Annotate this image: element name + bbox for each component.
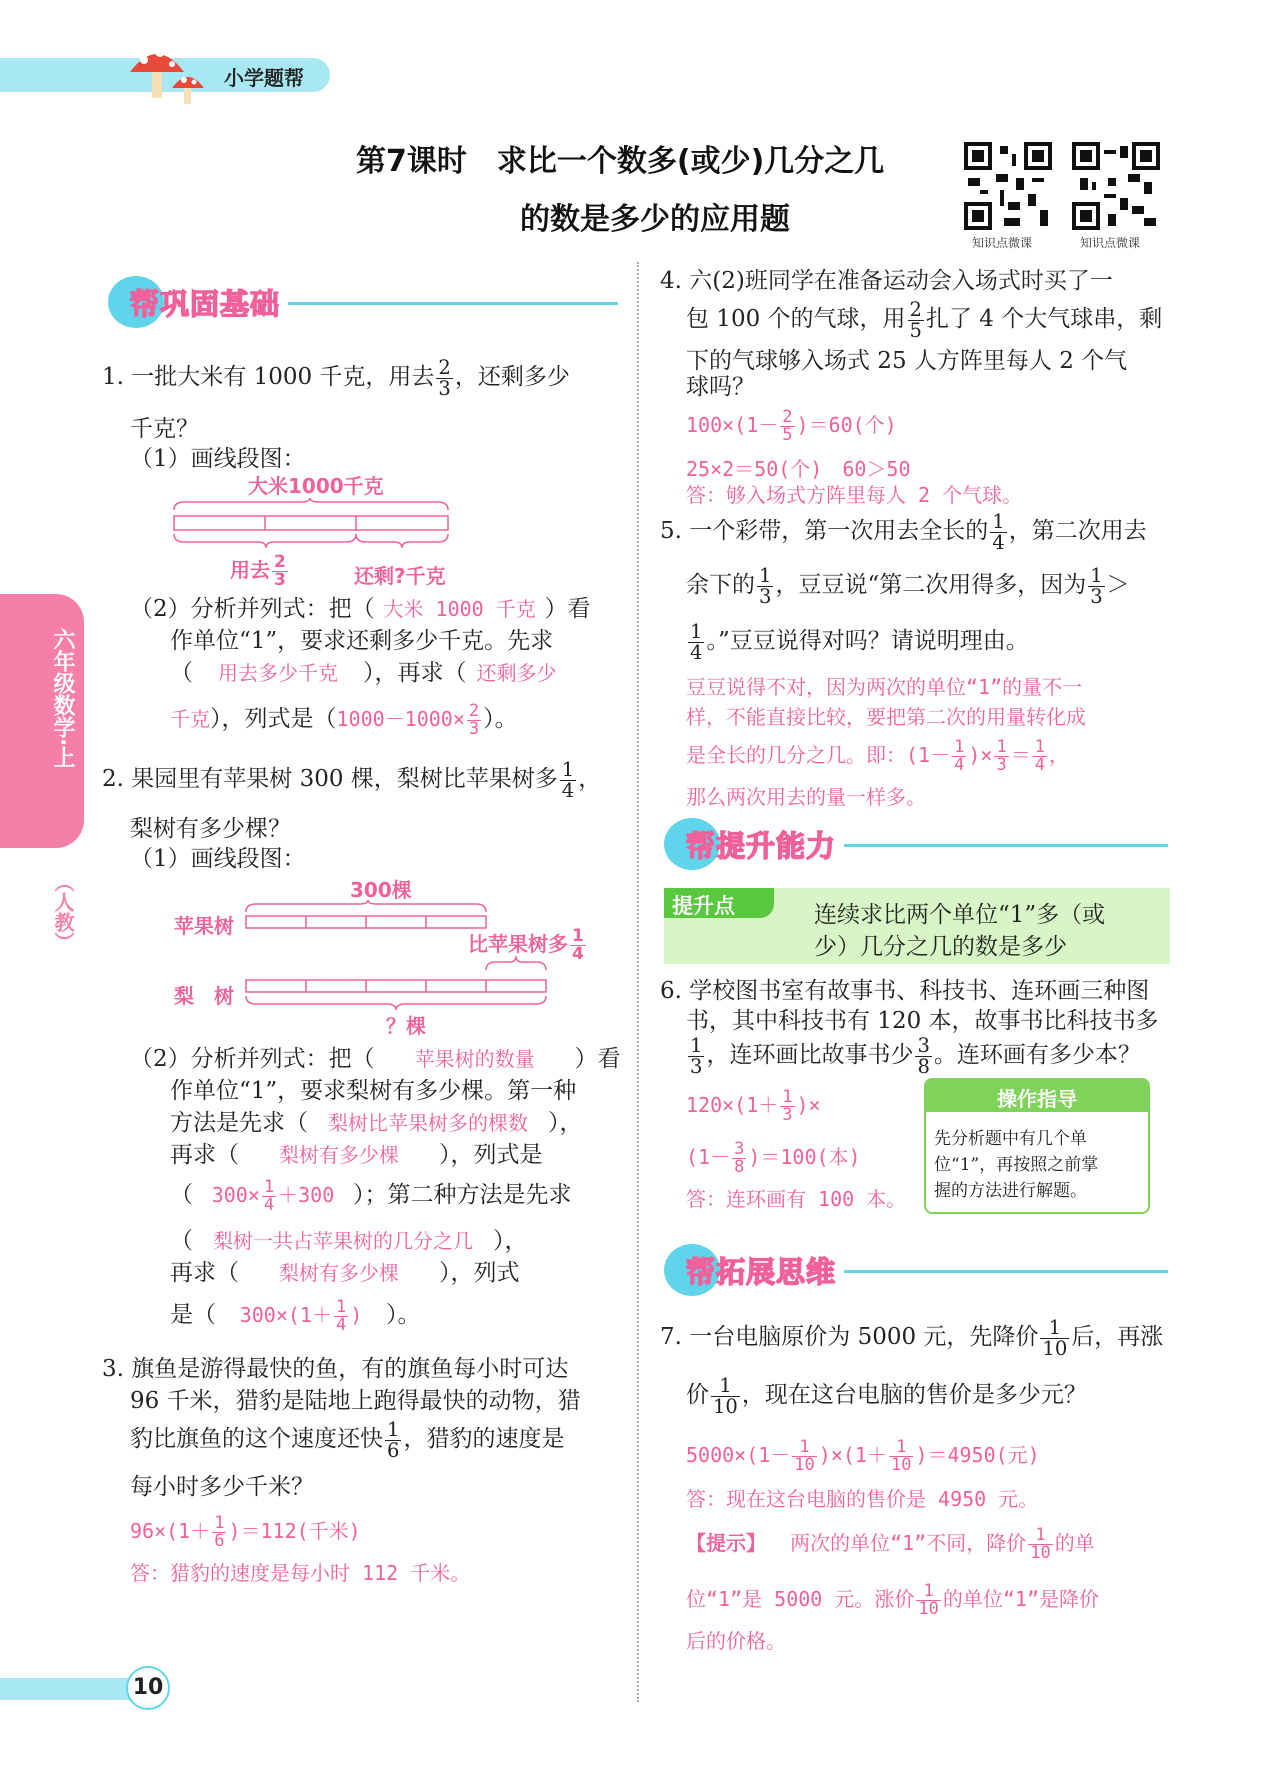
q2-sub2-line6: （ 梨树一共占苹果树的几分之几 ）， bbox=[170, 1222, 528, 1260]
fraction: $\frac{3}{8}$ bbox=[917, 1034, 930, 1078]
column-divider bbox=[637, 262, 639, 1702]
side-tab-edition: （人教） bbox=[51, 872, 75, 952]
q2-diagram-more-label: 比苹果树多 $\frac{1}{4}$ bbox=[468, 926, 584, 964]
qr-label-1: 知识点微课 bbox=[972, 236, 1033, 250]
lesson-title-line2: 的数是多少的应用题 bbox=[520, 202, 790, 237]
q7-tip-line2: 位“1”是 5000 元。涨价 $\frac{1}{10}$ 的单位“1”是降价 bbox=[686, 1581, 1099, 1619]
qr-label-2: 知识点微课 bbox=[1080, 236, 1141, 250]
q5-line1: 5. 一个彩带，第一次用去全长的 $\frac{1}{4}$ ，第二次用去 bbox=[660, 510, 1147, 554]
brand-text: 小学题帮 bbox=[224, 66, 304, 90]
qr-code-1[interactable] bbox=[964, 142, 1052, 230]
q4-answer-compare: 25×2＝50(个) 60＞50 bbox=[686, 457, 911, 481]
q1-sub1: （1）画线段图： bbox=[130, 446, 306, 472]
q1-sub2-line4: 千克），列式是（1000－1000× $\frac{2}{3}$ ）。 bbox=[170, 701, 518, 739]
answer-blank[interactable]: 苹果树的数量 bbox=[414, 1047, 535, 1071]
q1-sub2-line1: （2）分析并列式：把（ 大米 1000 千克 ）看 bbox=[130, 590, 591, 628]
q5-line3: $\frac{1}{4}$ 。”豆豆说得对吗？请说明理由。 bbox=[690, 620, 1029, 664]
q4-answer-expr: 100×(1－ $\frac{2}{5}$ )＝60(个) bbox=[686, 407, 897, 445]
point-tag-text: 提升点 bbox=[672, 894, 735, 918]
q3-line1: 3. 旗鱼是游得最快的鱼，有的旗鱼每小时可达 bbox=[102, 1356, 569, 1382]
fraction: $\frac{1}{10}$ bbox=[1042, 1316, 1068, 1360]
fraction: $\frac{1}{6}$ bbox=[387, 1418, 400, 1462]
q6-answer-line1: 120×(1＋ $\frac{1}{3}$ )× bbox=[686, 1087, 821, 1125]
fraction: $\frac{1}{3}$ bbox=[690, 1034, 703, 1078]
q2-diagram-apple-label: 苹果树 bbox=[174, 914, 234, 938]
q2-sub2-line1: （2）分析并列式：把（ 苹果树的数量 ）看 bbox=[130, 1040, 621, 1078]
guide-text-3: 握的方法进行解题。 bbox=[934, 1181, 1087, 1201]
guide-text-1: 先分析题中有几个单 bbox=[934, 1129, 1087, 1149]
section-title-text: 帮巩固基础 bbox=[130, 287, 281, 321]
section-title-expand bbox=[664, 1244, 1168, 1296]
q3-answer-expr: 96×(1＋ $\frac{1}{6}$ )＝112(千米) bbox=[130, 1513, 361, 1551]
q7-line1: 7. 一台电脑原价为 5000 元，先降价 $\frac{1}{10}$ 后，再涨 bbox=[660, 1316, 1164, 1360]
section-rule bbox=[844, 844, 1168, 847]
q4-line4: 球吗？ bbox=[686, 374, 755, 400]
q7-answer-text: 答：现在这台电脑的售价是 4950 元。 bbox=[686, 1487, 1039, 1511]
q2-sub2-line4: 再求（ 梨树有多少棵 ），列式是 bbox=[170, 1136, 543, 1174]
q2-sub2-line2: 作单位“1”，要求梨树有多少棵。第一种 bbox=[170, 1078, 577, 1104]
guide-text-2: 位“1”，再按照之前掌 bbox=[934, 1155, 1099, 1175]
q5-answer-line3: 是全长的几分之几。即：(1－ $\frac{1}{4}$ )× $\frac{1}{3}$ ＝ $\frac{1}{4}$ ， bbox=[686, 737, 1069, 775]
answer-blank[interactable]: 300× $\frac{1}{4}$ ＋300 bbox=[211, 1177, 335, 1215]
q7-answer-expr: 5000×(1－ $\frac{1}{10}$ )×(1＋ $\frac{1}{10}$ )＝4950(元) bbox=[686, 1437, 1040, 1475]
q1-sub2-line2: 作单位“1”，要求还剩多少千克。先求 bbox=[170, 628, 554, 654]
guide-title: 操作指导 bbox=[997, 1087, 1077, 1111]
point-text-1: 连续求比两个单位“1”多（或 bbox=[814, 902, 1106, 928]
q2-stem-cont: 梨树有多少棵？ bbox=[130, 816, 291, 842]
q3-line2: 96 千米，猎豹是陆地上跑得最快的动物，猎 bbox=[130, 1388, 581, 1414]
q5-answer-line4: 那么两次用去的量一样多。 bbox=[686, 785, 926, 809]
q4-line2: 包 100 个的气球，用 $\frac{2}{5}$ 扎了 4 个大气球串，剩 bbox=[686, 298, 1163, 342]
section-title-text: 帮拓展思维 bbox=[686, 1255, 837, 1289]
section-rule bbox=[844, 1270, 1168, 1273]
page-number: 10 bbox=[126, 1666, 170, 1710]
q1-segment-diagram bbox=[172, 498, 452, 558]
q6-line3: $\frac{1}{3}$ ，连环画比故事书少 $\frac{3}{8}$ 。连环画有多少本？ bbox=[690, 1034, 1141, 1078]
q2-stem: 2. 果园里有苹果树 300 棵，梨树比苹果树多 $\frac{1}{4}$ ， bbox=[102, 758, 602, 802]
answer-blank[interactable]: 大米 1000 千克 bbox=[383, 597, 536, 621]
lesson-title-line1: 第7课时 求比一个数多(或少)几分之几 bbox=[356, 144, 885, 179]
q2-diagram-total-label: 300棵 bbox=[350, 878, 412, 902]
q3-line3: 豹比旗鱼的这个速度还快 $\frac{1}{6}$ ，猎豹的速度是 bbox=[130, 1418, 565, 1462]
q2-sub2-line8: 是（ 300×(1＋ $\frac{1}{4}$ ) ）。 bbox=[170, 1297, 421, 1335]
q2-sub2-line3: 方法是先求（ 梨树比苹果树多的棵数 ）， bbox=[170, 1104, 583, 1142]
answer-blank[interactable]: 还剩多少 bbox=[476, 661, 557, 685]
q5-line2: 余下的 $\frac{1}{3}$ ，豆豆说“第二次用得多，因为 $\frac{1}{3}$ ＞ bbox=[686, 564, 1130, 608]
fraction: $\frac{2}{3}$ bbox=[438, 356, 451, 400]
q6-answer-line2: (1－ $\frac{3}{8}$ )＝100(本) bbox=[686, 1139, 861, 1177]
footer-strip bbox=[0, 1678, 140, 1700]
q6-line1: 6. 学校图书室有故事书、科技书、连环画三种图 bbox=[660, 978, 1150, 1004]
q7-tip-line3: 后的价格。 bbox=[686, 1629, 786, 1653]
q2-sub2-line7: 再求（ 梨树有多少棵 ），列式 bbox=[170, 1254, 520, 1292]
point-box bbox=[664, 888, 1170, 964]
answer-blank[interactable]: 梨树一共占苹果树的几分之几 bbox=[213, 1229, 473, 1253]
q1-diagram-used-label: 用去 $\frac{2}{3}$ bbox=[230, 552, 286, 590]
q4-line1: 4. 六(2)班同学在准备运动会入场式时买了一 bbox=[660, 268, 1113, 294]
q3-line4: 每小时多少千米？ bbox=[130, 1474, 314, 1500]
answer-blank[interactable]: 300×(1＋ $\frac{1}{4}$ ) bbox=[239, 1297, 363, 1335]
q1-diagram-total-label: 大米1000千克 bbox=[248, 474, 384, 498]
q5-answer-line1: 豆豆说得不对，因为两次的单位“1”的量不一 bbox=[686, 675, 1083, 699]
q2-segment-diagram bbox=[244, 900, 584, 1026]
side-tab-text: 六年级数学·上 bbox=[50, 628, 75, 769]
answer-blank[interactable]: 梨树有多少棵 bbox=[279, 1143, 399, 1167]
q4-line3: 下的气球够入场式 25 人方阵里每人 2 个气 bbox=[686, 348, 1128, 374]
section-title-improve bbox=[664, 818, 1168, 870]
q2-diagram-pear-label: 梨 树 bbox=[174, 984, 234, 1008]
section-title-text: 帮提升能力 bbox=[686, 829, 837, 863]
q2-sub2-line5: （ 300× $\frac{1}{4}$ ＋300 ）；第二种方法是先求 bbox=[170, 1177, 572, 1215]
pencil-icon: ✎ bbox=[752, 888, 774, 918]
fraction: $\frac{1}{3}$ bbox=[759, 564, 772, 608]
section-title-basic bbox=[108, 276, 618, 328]
section-rule bbox=[288, 302, 618, 305]
q1-sub2-line3: （ 用去多少千克 ），再求（ 还剩多少 bbox=[170, 654, 567, 692]
q6-answer-text: 答：连环画有 100 本。 bbox=[686, 1187, 907, 1211]
q1-stem-cont: 千克？ bbox=[130, 416, 199, 442]
fraction: $\frac{1}{4}$ bbox=[992, 510, 1005, 554]
q1-diagram-left-label: 还剩?千克 bbox=[354, 564, 446, 588]
fraction: $\frac{1}{4}$ bbox=[561, 758, 575, 802]
q3-answer-text: 答：猎豹的速度是每小时 112 千米。 bbox=[130, 1561, 471, 1585]
q1-stem: 1. 一批大米有 1000 千克，用去 $\frac{2}{3}$ ，还剩多少 bbox=[102, 356, 570, 400]
q7-tip-line1: 【提示】 两次的单位“1”不同，降价 $\frac{1}{10}$ 的单 bbox=[686, 1525, 1095, 1563]
answer-blank[interactable]: 用去多少千克 bbox=[218, 661, 338, 685]
q7-line2: 价 $\frac{1}{10}$ ，现在这台电脑的售价是多少元？ bbox=[686, 1374, 1087, 1418]
q5-answer-line2: 样，不能直接比较，要把第二次的用量转化成 bbox=[686, 705, 1086, 729]
q2-diagram-question-label: ？棵 bbox=[386, 1014, 426, 1038]
answer-blank[interactable]: 1000－1000× $\frac{2}{3}$ bbox=[336, 701, 480, 739]
qr-code-2[interactable] bbox=[1072, 142, 1160, 230]
q6-line2: 书，其中科技书有 120 本，故事书比科技书多 bbox=[686, 1008, 1159, 1034]
answer-blank[interactable]: 梨树有多少棵 bbox=[279, 1261, 399, 1285]
q2-sub1: （1）画线段图： bbox=[130, 846, 306, 872]
answer-blank[interactable]: 千克 bbox=[170, 707, 210, 731]
fraction: $\frac{2}{5}$ bbox=[909, 298, 922, 342]
point-text-2: 少）几分之几的数是多少 bbox=[814, 934, 1067, 960]
mushroom-logo bbox=[122, 38, 212, 108]
guide-box bbox=[924, 1078, 1150, 1214]
answer-blank[interactable]: 梨树比苹果树多的棵数 bbox=[328, 1111, 528, 1135]
q4-answer-text: 答：够入场式方阵里每人 2 个气球。 bbox=[686, 483, 1023, 507]
